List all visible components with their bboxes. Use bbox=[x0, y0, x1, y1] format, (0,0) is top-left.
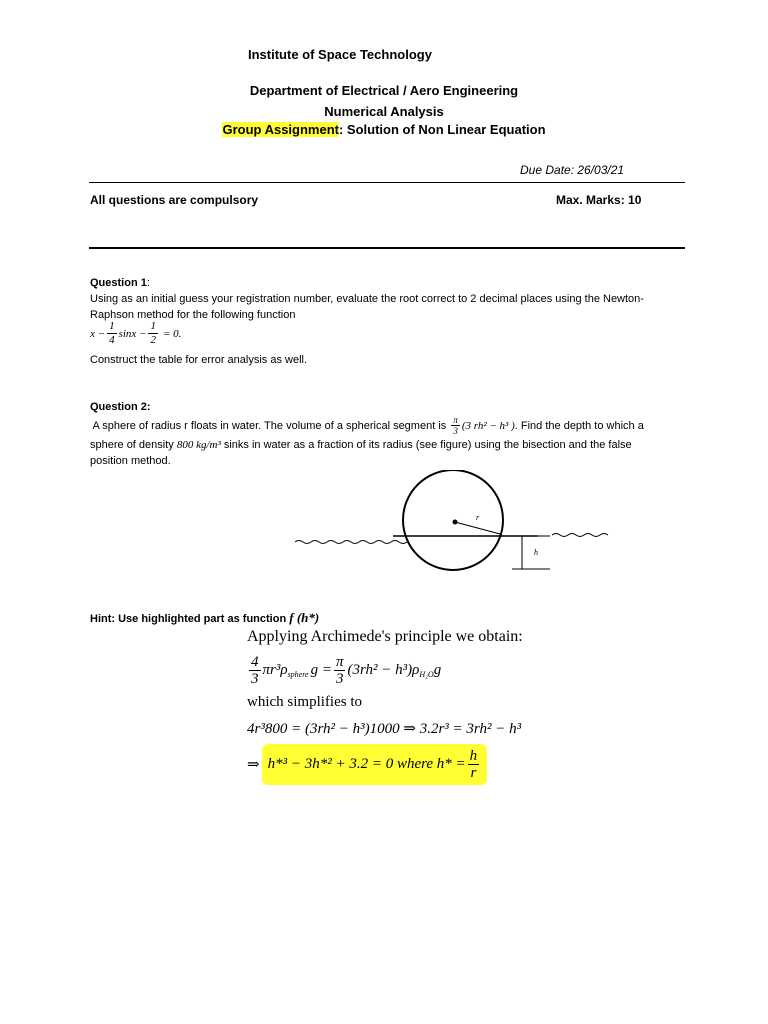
institute-title: Institute of Space Technology bbox=[248, 47, 432, 62]
eq-num2: 1 bbox=[150, 320, 156, 332]
hint-eq3-arrow: ⇒ bbox=[247, 757, 260, 773]
compulsory-note: All questions are compulsory bbox=[90, 193, 259, 207]
hint-eq1-num: 4 bbox=[251, 654, 259, 670]
sphere-figure bbox=[290, 470, 630, 580]
assignment-label: Group Assignment bbox=[222, 122, 339, 137]
question-2-line-2 bbox=[90, 437, 632, 453]
eq-num1: 1 bbox=[109, 320, 115, 332]
hint-eq3: h*³ − 3h*² + 3.2 = 0 where h* = bbox=[267, 756, 466, 772]
eq-mid: sinx − bbox=[118, 327, 147, 340]
q2-pi: π bbox=[453, 415, 458, 425]
question-1-text-1: Using as an initial guess your registration number, evaluate the root correct to 2 decimal places using the Newton- bbox=[90, 293, 644, 305]
q2-line1-a: A sphere of radius r floats in water. The volume of a spherical segment is bbox=[90, 419, 450, 432]
max-marks: Max. Marks: 10 bbox=[556, 193, 642, 207]
hint-eq1-three: 3 bbox=[335, 671, 344, 687]
hint-eq1-g2: g bbox=[433, 662, 442, 678]
assignment-subject: : Solution of Non Linear Equation bbox=[338, 122, 546, 137]
hint-eq1-sub: sphere bbox=[287, 670, 309, 679]
highlighted-function bbox=[262, 744, 488, 785]
hint-eq1-mid: πr³ρ bbox=[262, 662, 288, 678]
question-1-text-2: Raphson method for the following function bbox=[90, 309, 296, 321]
water-wave-right bbox=[552, 534, 608, 537]
hint-function: f (h*) bbox=[289, 610, 320, 625]
hint-equation-3 bbox=[247, 744, 487, 785]
hint-eq1-rhs: (3rh² − h³)ρ bbox=[347, 662, 420, 678]
eq-x: x − bbox=[90, 327, 106, 340]
sphere-circle bbox=[403, 470, 503, 570]
eq-den2: 2 bbox=[150, 334, 156, 346]
q2-line2-a: sphere of density bbox=[90, 439, 177, 451]
eq-den1: 4 bbox=[109, 334, 115, 346]
question-1-text-3: Construct the table for error analysis as well. bbox=[90, 354, 308, 366]
hint-label bbox=[90, 610, 319, 626]
q2-line1-b: . Find the depth to which a bbox=[514, 419, 644, 432]
water-wave-left bbox=[295, 541, 407, 544]
q2-line2-b: sinks in water as a fraction of its radius (see figure) using the bisection and the false bbox=[220, 439, 632, 451]
hint-eq3-num: h bbox=[469, 748, 478, 764]
depth-label: h bbox=[534, 548, 538, 557]
due-date: Due Date: 26/03/21 bbox=[520, 163, 625, 177]
hint-eq3-den: r bbox=[470, 765, 477, 781]
question-2-title: Question 2: bbox=[90, 401, 151, 413]
hint-eq1-g: g = bbox=[310, 662, 332, 678]
question-1-title bbox=[90, 275, 150, 291]
radius-line bbox=[455, 522, 500, 534]
hint-equation-1 bbox=[247, 654, 441, 687]
radius-label: r bbox=[476, 513, 480, 522]
hint-line-2: which simplifies to bbox=[247, 694, 362, 710]
hint-eq1-den: 3 bbox=[251, 671, 259, 687]
department-title: Department of Electrical / Aero Engineering bbox=[249, 83, 519, 98]
hint-equation-2: 4r³800 = (3rh² − h³)1000 ⇒ 3.2r³ = 3rh² − h³ bbox=[247, 721, 522, 737]
question-2-line-1 bbox=[90, 415, 644, 436]
hint-eq1-pi: π bbox=[335, 654, 344, 670]
eq-end: = 0. bbox=[162, 327, 182, 340]
question-1-colon: : bbox=[146, 277, 150, 289]
assignment-title bbox=[0, 122, 768, 137]
question-1-label: Question 1 bbox=[90, 277, 147, 289]
question-2-line-3: position method. bbox=[90, 455, 171, 467]
q2-three: 3 bbox=[453, 426, 458, 436]
q2-volume-expr: (3 rh² − h³ ) bbox=[461, 419, 515, 432]
hint-line-1: Applying Archimede's principle we obtain: bbox=[247, 628, 523, 645]
q2-density: 800 kg/m³ bbox=[176, 439, 221, 451]
question-1-equation bbox=[90, 320, 181, 347]
course-title: Numerical Analysis bbox=[324, 104, 444, 119]
hint-text: Hint: Use highlighted part as function bbox=[90, 613, 290, 625]
hint-eq1-sub2: H₂O bbox=[419, 670, 434, 679]
header-rule-bottom bbox=[89, 247, 685, 249]
header-rule-top bbox=[89, 182, 685, 183]
